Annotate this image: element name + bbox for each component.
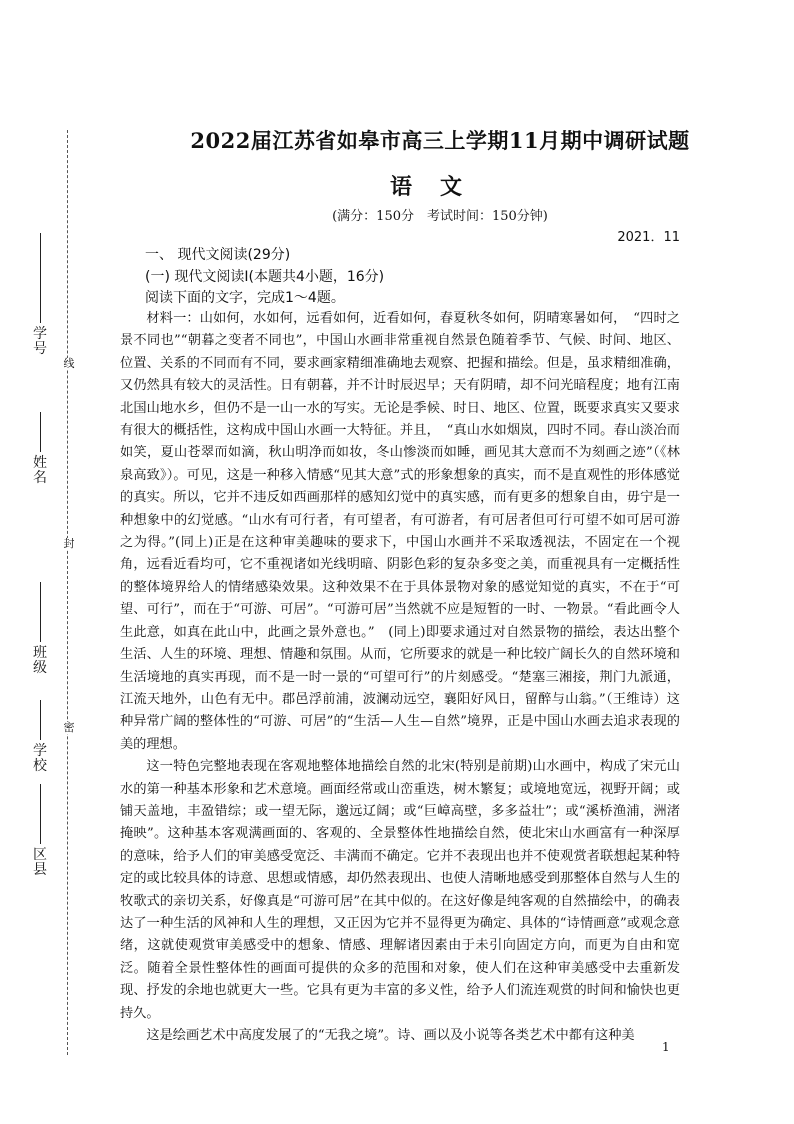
passage [120, 308, 680, 1047]
exam-meta: (满分：150分 考试时间：150分钟) [332, 209, 548, 224]
exam-date: 2021．11 [617, 230, 680, 245]
student-number-label: 学号 [33, 326, 47, 357]
paragraph: 这一特色完整地表现在客观地整体地描绘自然的北宋(特别是前期)山水画中，构成了宋元山水的第一种基本形象和艺术意境。画面经常或山峦重迭，树木繁复；或境地宽远，视野开阔；或铺天盖地，丰盈错综；或一望无际，邈远辽阔；或“巨嶂高壁，多多益壮”；或“溪桥渔浦，洲渚掩映”。这种基本客观满画面的、客观的、全景整体性地描绘自然，使北宋山水画富有一种深厚的意味，给予人们的审美感受宽泛、丰满而不确定。它并不表现出也并不使观赏者联想起某种特定的或比较具体的诗意、思想或情感，却仍然表现出、也使人清晰地感受到那整体自然与人生的牧歌式的亲切关系，好像真是“可游可居”在其中似的。在这好像是纯客观的自然描绘中，的确表达了一种生活的风神和人生的理想，又正因为它并不显得更为确定、具体的“诗情画意”或观念意绪，这就使观赏审美感受中的想象、情感、理解诸因素由于未引向固定方向，而更为自由和宽泛。随着全景性整体性的画面可提供的众多的范围和对象，使人们在这种审美感受中去重新发现、抒发的余地也就更大一些。它具有更为丰富的多义性，给予人们流连观赏的时间和愉快也更持久。 [120, 759, 680, 1021]
class-field[interactable] [30, 582, 50, 676]
seal-mark-mi: 密 [63, 721, 75, 734]
district-label: 区县 [33, 847, 47, 878]
name-label: 姓名 [33, 455, 47, 486]
subsection-heading: (一) 现代文阅读Ⅰ(本题共4小题，16分) [145, 269, 385, 285]
name-field[interactable] [30, 412, 50, 486]
instruction: 阅读下面的文字，完成1～4题。 [145, 290, 345, 306]
class-label: 班级 [33, 645, 47, 676]
seal-mark-xian: 线 [63, 357, 75, 370]
section-heading: 一、 现代文阅读(29分) [145, 247, 291, 263]
student-number-field[interactable] [30, 233, 50, 357]
school-field[interactable] [30, 700, 50, 774]
page-number: 1 [662, 1040, 670, 1054]
exam-title: 2022届江苏省如皋市高三上学期11月期中调研试题 [190, 128, 690, 153]
school-label: 学校 [33, 743, 47, 774]
paragraph: 这是绘画艺术中高度发展了的“无我之境”。诗、画以及小说等各类艺术中都有这种美 [146, 1028, 635, 1043]
subject-title: 语文 [389, 174, 490, 200]
seal-mark-feng: 封 [63, 537, 75, 550]
binding-line [67, 130, 68, 1055]
paragraph: 材料一：山如何，水如何，远看如何，近看如何，春夏秋冬如何，阴晴寒暑如何， “四时之景不同也”“朝暮之变者不同也”，中国山水画非常重视自然景色随着季节、气候、时间、地区、位置、关系的不同而有不同，要求画家精细准确地去观察、把握和描绘。但是，虽求精细准确，又仍然具有较大的灵活性。日有朝暮，并不计时辰迟早；天有阴晴，却不问光暗程度；地有江南北国山地水乡，但仍不是一山一水的写实。无论是季候、时日、地区、位置，既要求真实又要求有很大的概括性，这构成中国山水画一大特征。并且， “真山水如烟岚，四时不同。春山淡冶而如笑，夏山苍翠而如滴，秋山明净而如妆，冬山惨淡而如睡，画见其大意而不为刻画之迹”（《林泉高致》）。可见，这是一种移入情感“见其大意”式的形象想象的真实，而不是直观性的形体感觉的真实。所以，它并不违反如西画那样的感知幻觉中的真实感，而有更多的想象自由，毋宁是一种想象中的幻觉感。“山水有可行者，有可望者，有可游者，有可居者但可行可望不如可居可游之为得。”(同上)正是在这种审美趣味的要求下，中国山水画并不采取透视法，不固定在一个视角，远看近看均可，它不重视诸如光线明暗、阴影色彩的复杂多变之美，而重视具有一定概括性的整体境界给人的情绪感染效果。这种效果不在于具体景物对象的感觉知觉的真实，不在于“可望、可行”，而在于“可游、可居”。“可游可居”当然就不应是短暂的一时、一物景。“看此画令人生此意，如真在此山中，此画之景外意也。” (同上)即要求通过对自然景物的描绘，表达出整个生活、人生的环境、理想、情趣和氛围。从而，它所要求的就是一种比较广阔长久的自然环境和生活境地的真实再现，而不是一时一景的“可望可行”的片刻感受。“楚塞三湘接，荆门九派通，江流天地外，山色有无中。郡邑浮前浦，波澜动远空，襄阳好风日，留醉与山翁。”（王维诗）这种异常广阔的整体性的“可游、可居”的“生活—人生—自然”境界，正是中国山水画去追求表现的美的理想。 [120, 311, 680, 752]
district-field[interactable] [30, 784, 50, 878]
